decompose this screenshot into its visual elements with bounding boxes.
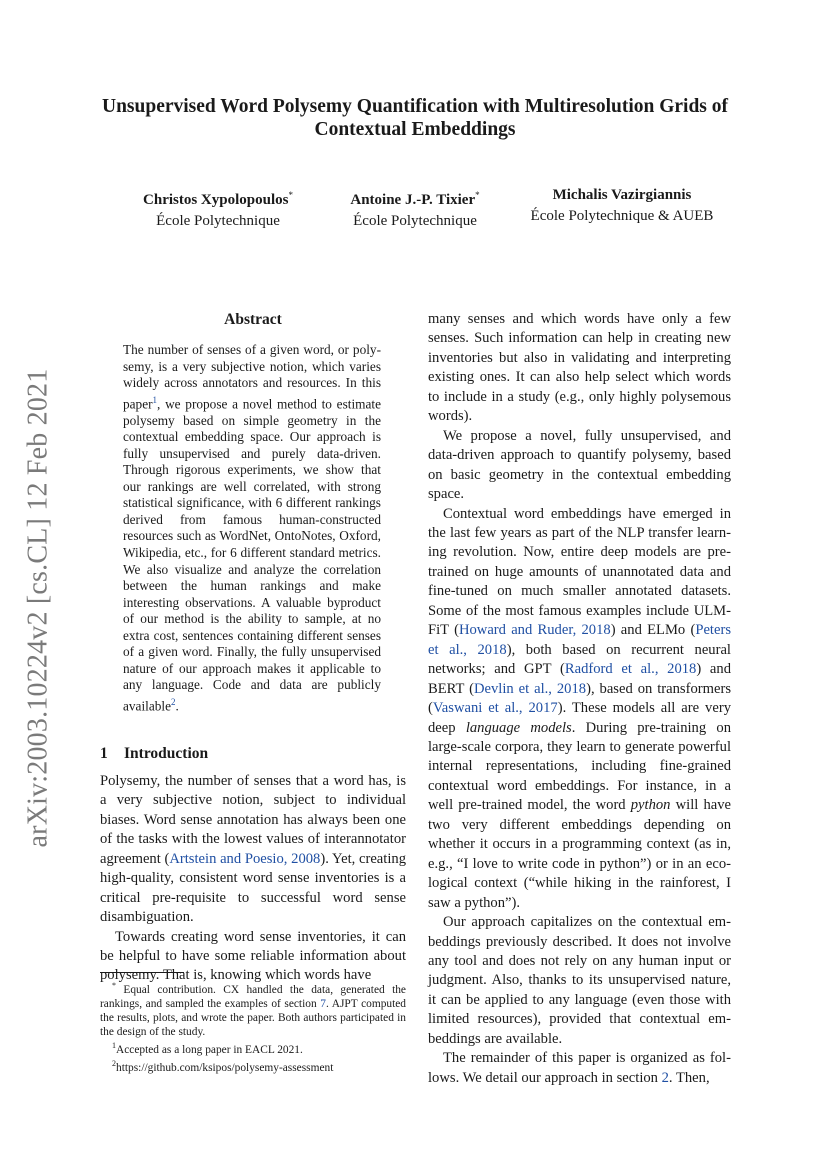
left-column [100,310,406,986]
paragraph-text: Contextual word embeddings have emerged in the last few years as part of the NLP transfer learning revolution. Now, entire deep models are pretrained on huge amounts of unannotated data and fine-tuned on much smaller annotated datasets. Some of the most famous examples include ULMFiT ( [428,505,731,639]
paragraph-text: . Then, [668,1069,710,1086]
author-name: Michalis Vazirgiannis [552,187,692,203]
footnote-text: Accepted as a long paper in EACL 2021. [116,1043,303,1056]
footnote-text: Equal contribution. CX handled the data, generated the rankings, and sampled the examples of section [100,983,406,1010]
footnotes [100,972,406,1075]
footnote-mark: 2 [112,1059,116,1069]
section-ref-link[interactable]: 2 [661,1069,669,1086]
footnote-equal-contribution [100,979,406,1039]
paragraph-text: ) and ELMo ( [610,622,696,639]
section-title: Introduction [124,744,209,762]
author-affiliation: École Polytechnique [156,213,280,229]
author-mark: * [475,190,480,200]
citation-link[interactable]: Artstein and Poesio, 2008 [169,850,321,867]
section-ref-link[interactable]: 7 [320,997,326,1010]
paragraph-text: ), both based on recurrent neural networks; and GPT ( [428,641,731,678]
paragraph-text: will have two very different embeddings depending on whether it occurs in a programming context (as in, e.g., “I love to write code in python”) or in an ecological context (“while hiking in the rainforest, I saw a python”). [428,797,731,911]
author-1 [118,185,318,232]
citation-link[interactable]: Howard and Ruder, 2018 [458,622,611,639]
intro-paragraph-2: Towards creating word sense inventories, it can be helpful to have some reliable information about polysemy. That is, knowing which words have [100,928,406,984]
footnote-mark: * [112,981,116,990]
right-paragraph-4: Our approach capitalizes on the contextual embeddings previously described. It does not involve any tool and does not rely on any human input or judgment. Also, thanks to its unsupervised nature, it can be applied to any language (even those with limited resources), provided that contextual embeddings are available. [428,914,731,1047]
author-affiliation: École Polytechnique [353,213,477,229]
arxiv-identifier-text: arXiv:2003.10224v2 [cs.CL] 12 Feb 2021 [22,368,54,848]
arxiv-identifier [18,368,58,848]
paper-title: Unsupervised Word Polysemy Quantification with Multiresolution Grids of Contextual Embeddings [101,96,729,140]
footnote-url: https://github.com/ksipos/polysemy-assessment [116,1061,334,1074]
emphasis-text: python [630,797,671,814]
right-paragraph-3 [428,505,731,914]
section-number: 1 [100,744,108,762]
citation-link[interactable]: Vaswani et al., 2017 [432,700,558,717]
paragraph-text: ). These models all are very deep [428,700,731,736]
citation-link[interactable]: Radford et al., 2018 [564,661,697,678]
paragraph-text: The remainder of this paper is organized as follows. We detail our approach in section [428,1050,731,1086]
citation-link[interactable]: Peters et al., 2018 [428,622,731,658]
paragraph-text: ). Yet, creating high-quality, consistent word sense inventories is a critical pre-requisite to successful word sense disambiguation. [100,850,406,926]
emphasis-text: language models [465,719,572,736]
author-name: Christos Xypolopoulos [143,192,289,208]
footnote-ref-1[interactable]: 1 [152,394,158,405]
right-paragraph-2: We propose a novel, fully unsupervised, and data-driven approach to quantify polysemy, based on basic geometry in the contextual embedding space. [428,427,731,503]
abstract-text-part: The number of senses of a given word, or polysemy, is a very subjective notion, which varies widely across annotators and resources. In this paper [123,342,381,412]
footnote-1 [100,1039,406,1057]
abstract-text-part: , we propose a novel method to estimate polysemy based on simple geometry in the contextual embedding space. Our approach is fully unsupervised and purely data-driven. Through rigorous experiments, we show that our rankings are well correlated, with strong statistical significance, with 6 different rankings derived from famous human-constructed resources such as WordNet, OntoNotes, Oxford, Wikipedia, etc., for 6 different standard metrics. We also visualize and analyze the correlation between the human rankings and make interesting observations. A valuable byproduct of our method is the ability to sample, at no extra cost, sentences containing different senses of a given word. Finally, the fully unsupervised nature of our approach makes it applicable to any language. Code and data are publicly available [123,396,381,714]
footnote-divider [100,972,184,973]
paragraph-text: ) and BERT ( [428,661,731,697]
author-name: Antoine J.-P. Tixier [350,192,476,208]
abstract-heading: Abstract [224,311,282,328]
right-paragraph-1: many senses and which words have only a few senses. Such information can help in creating new inventories but also in validating and interpreting existing ones. It can also help select which words to include in a study (e.g., only highly polysemous words). [428,311,731,425]
right-column [428,310,731,1088]
author-affiliation: École Polytechnique & AUEB [530,208,714,224]
citation-link[interactable]: Devlin et al., 2018 [473,680,587,697]
footnote-ref-2[interactable]: 2 [171,696,176,707]
author-3 [510,185,734,227]
paragraph-text: Polysemy, the number of senses that a word has, is a very subjective notion, subject to individual biases. Word sense annotation has always been one of the tasks with the lowest values of interannotator agreement ( [100,772,406,867]
right-paragraph-5 [428,1049,731,1088]
footnote-mark: 1 [112,1041,116,1051]
footnote-text: . AJPT computed the results, plots, and wrote the paper. Both authors participated in the design of the study. [100,997,406,1039]
paragraph-text: . During pre-training on large-scale corpora, they learn to generate powerful internal representations, including fine-grained contextual word embeddings. For instance, in a well pre-trained model, the word [428,719,731,814]
paragraph-text: ), based on transformers ( [428,680,731,717]
section-heading-introduction [100,744,406,764]
abstract-text-part: . [175,698,179,714]
intro-paragraph-1 [100,772,406,928]
footnote-2 [100,1057,406,1075]
author-2 [330,185,500,232]
abstract-text [123,342,381,715]
author-mark: * [288,190,293,200]
